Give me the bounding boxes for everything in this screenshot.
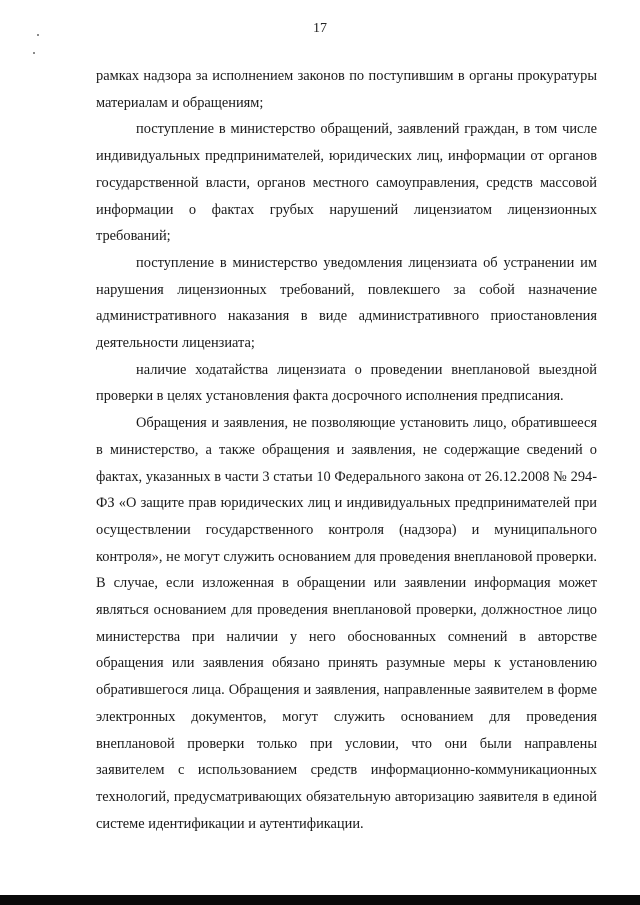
document-body bbox=[96, 63, 597, 837]
paragraph-anonymous-appeals: Обращения и заявления, не позволяющие установить лицо, обратившееся в министерство, а также обращения и заявления, не содержащие сведений о фактах, указанных в части 3 статьи 10 Федерального закона от 26.12.2008 № 294-ФЗ «О защите прав юридических лиц и индивидуальных предпринимателей при осуществлении государственного контроля (надзора) и муниципального контроля», не могут служить основанием для проведения внеплановой проверки. В случае, если изложенная в обращении или заявлении информация может являться основанием для проведения внеплановой проверки, должностное лицо министерства при наличии у него обоснованных сомнений в авторстве обращения или заявления обязано принять разумные меры к установлению обратившегося лица. Обращения и заявления, направленные заявителем в форме электронных документов, могут служить основанием для проведения внеплановой проверки только при условии, что они были направлены заявителем с использованием средств информационно-коммуникационных технологий, предусматривающих обязательную авторизацию заявителя в единой системе идентификации и аутентификации. bbox=[96, 415, 597, 832]
scan-artifact bbox=[37, 34, 39, 36]
paragraph-appeals-received: поступление в министерство обращений, заявлений граждан, в том числе индивидуальных предпринимателей, юридических лиц, информации от органов государственной власти, органов местного самоуправления, средств массовой информации о фактах грубых нарушений лицензиатом лицензионных требований; bbox=[96, 121, 597, 245]
scan-bottom-border bbox=[0, 895, 640, 905]
paragraph-license-violation-notice: поступление в министерство уведомления лицензиата об устранении им нарушения лицензионных требований, повлекшего за собой назначение административного наказания в виде административного приостановления деятельности лицензиата; bbox=[96, 254, 597, 352]
paragraph-early-execution-request: наличие ходатайства лицензиата о проведении внеплановой выездной проверки в целях установления факта досрочного исполнения предписания. bbox=[96, 361, 597, 405]
page-number: 17 bbox=[313, 21, 327, 36]
paragraph-continuation: рамках надзора за исполнением законов по поступившим в органы прокуратуры материалам и обращениям; bbox=[96, 68, 597, 111]
scan-artifact bbox=[33, 52, 35, 54]
